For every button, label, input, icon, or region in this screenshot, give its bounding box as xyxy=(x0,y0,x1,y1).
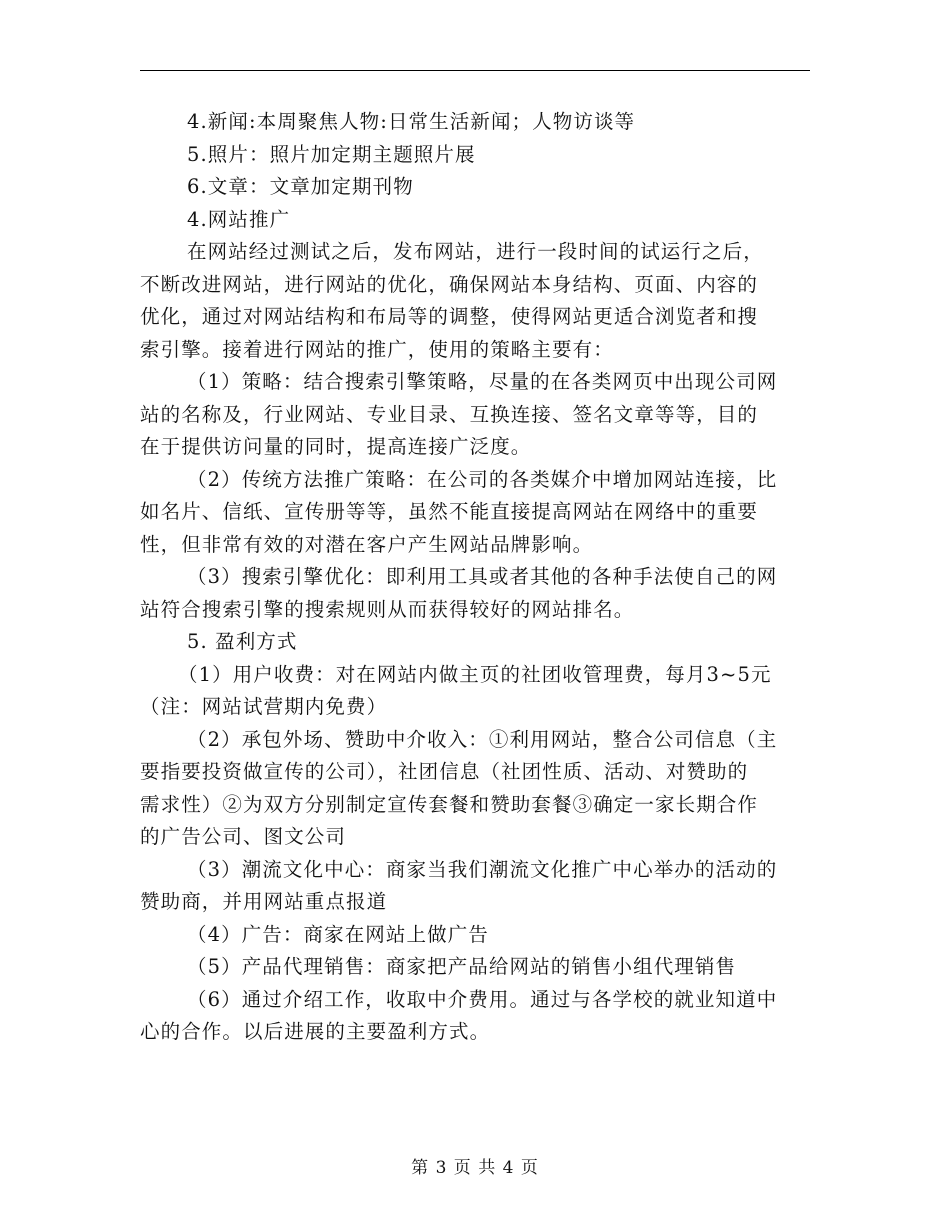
text-line: 不断改进网站，进行网站的优化，确保网站本身结构、页面、内容的 xyxy=(140,272,759,296)
text-line: 如名片、信纸、宣传册等等，虽然不能直接提高网站在网络中的重要 xyxy=(140,500,759,523)
text-line: 需求性）②为双方分别制定宣传套餐和赞助套餐③确定一家长期合作 xyxy=(140,792,759,816)
text-line: （2）传统方法推广策略：在公司的各类媒介中增加网站连接，比 xyxy=(187,467,778,491)
text-line: （1）策略：结合搜索引擎策略，尽量的在各类网页中出现公司网 xyxy=(187,370,778,393)
text-line: （3）搜索引擎优化：即利用工具或者其他的各种手法使自己的网 xyxy=(187,565,778,588)
text-line: 5.照片：照片加定期主题照片展 xyxy=(187,142,476,166)
text-line: 4.新闻:本周聚焦人物:日常生活新闻；人物访谈等 xyxy=(187,110,636,133)
text-line: 性，但非常有效的对潜在客户产生网站品牌影响。 xyxy=(140,532,594,556)
text-line: （3）潮流文化中心：商家当我们潮流文化推广中心举办的活动的 xyxy=(187,857,778,881)
document-body xyxy=(140,106,812,1049)
text-line: 心的合作。以后进展的主要盈利方式。 xyxy=(140,1020,491,1043)
section-heading: 5. 盈利方式 xyxy=(187,630,298,653)
text-line: 站的名称及，行业网站、专业目录、互换连接、签名文章等等，目的 xyxy=(140,402,759,426)
text-line: 在于提供访问量的同时，提高连接广泛度。 xyxy=(140,435,532,458)
text-line: （5）产品代理销售：商家把产品给网站的销售小组代理销售 xyxy=(187,955,737,978)
page-footer: 第 3 页 共 4 页 xyxy=(411,1158,539,1178)
section-heading: 4.网站推广 xyxy=(187,207,291,231)
header-rule xyxy=(140,70,810,71)
text-line: 索引擎。接着进行网站的推广，使用的策略主要有： xyxy=(140,337,614,361)
text-line: （4）广告：商家在网站上做广告 xyxy=(187,922,489,946)
text-line: 在网站经过测试之后，发布网站，进行一段时间的试运行之后， xyxy=(187,240,764,263)
text-line: （2）承包外场、赞助中介收入：①利用网站，整合公司信息（主 xyxy=(187,727,778,751)
text-line: （1）用户收费：对在网站内做主页的社团收管理费，每月3~5元 xyxy=(178,662,772,686)
text-line: 的广告公司、图文公司 xyxy=(140,825,347,848)
text-line: 赞助商，并用网站重点报道 xyxy=(140,890,388,913)
text-line: （6）通过介绍工作，收取中介费用。通过与各学校的就业知道中 xyxy=(187,987,778,1011)
text-line: （注：网站试营期内免费） xyxy=(140,695,388,718)
text-line: 6.文章：文章加定期刊物 xyxy=(187,175,414,198)
text-line: 要指要投资做宣传的公司），社团信息（社团性质、活动、对赞助的 xyxy=(140,760,749,783)
text-line: 站符合搜索引擎的搜索规则从而获得较好的网站排名。 xyxy=(140,597,635,621)
text-line: 优化，通过对网站结构和布局等的调整，使得网站更适合浏览者和搜 xyxy=(140,305,759,328)
